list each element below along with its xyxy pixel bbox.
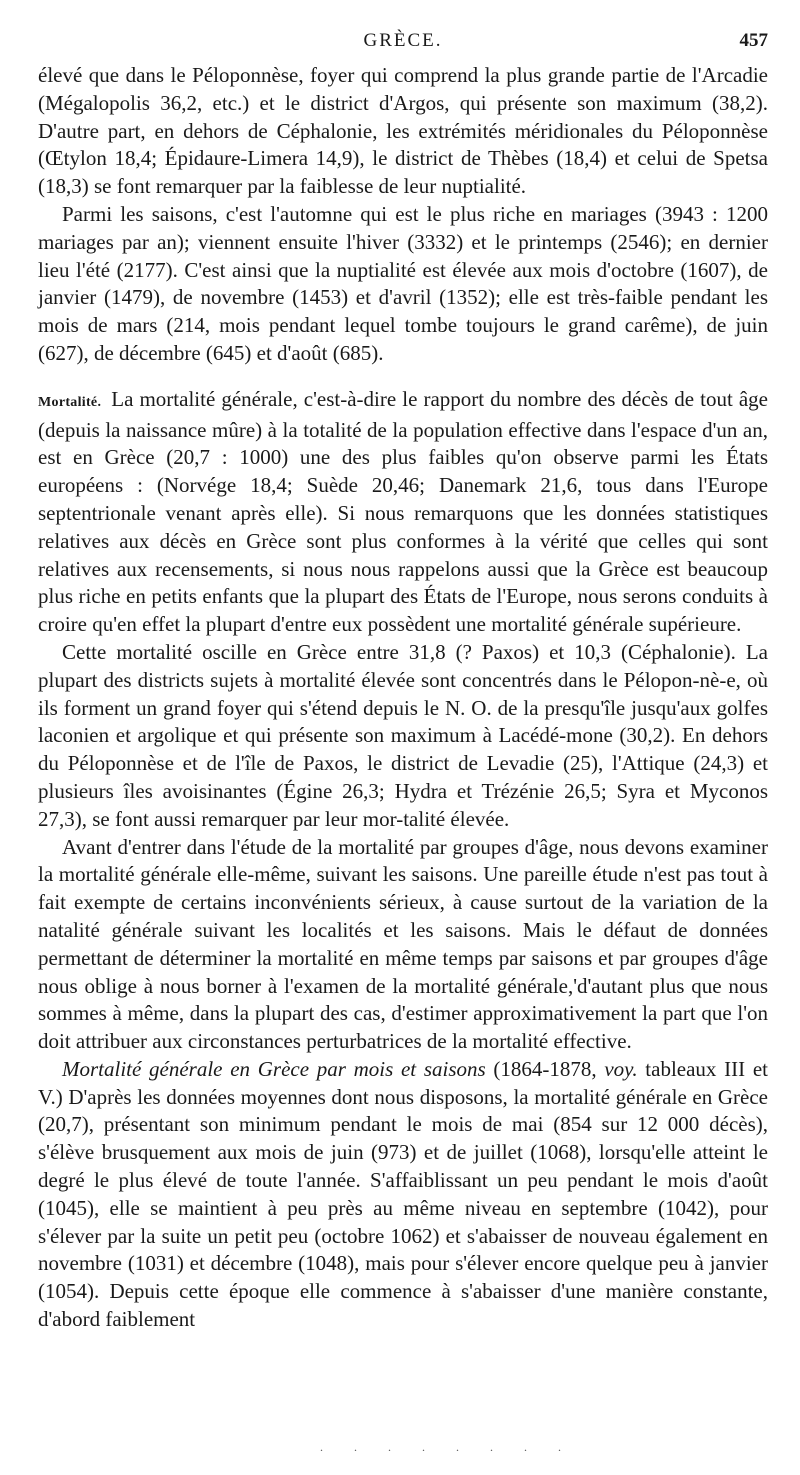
book-page (38, 30, 768, 1334)
section-heading-mortalite: Mortalité. (38, 394, 102, 410)
paragraph-monthly-text-a: (1864-1878, (485, 1056, 605, 1081)
paragraph-mortality-text: La mortalité générale, c'est-à-dire le rapport du nombre des décès de tout âge (depuis la naissance mûre) à la totalité de la population effective dans l'espace d'un an, est en Grèce (20,7 : 1000) une des plus faibles qu'on observe parmi les États européens : (Norvége 18,4; Suède 20,46; Danemark 21,6, tous dans l'Europe septentrionale venant après elle). Si nous remarquons que les données statistiques relatives aux décès en Grèce sont plus conformes à la vérité que celles qui sont relatives aux recensements, si nous nous rappelons aussi que la Grèce est beaucoup plus riche en petits enfants que la plupart des États de l'Europe, nous serons conduits à croire qu'en effet la plupart d'entre eux possèdent une mortalité générale supérieure. (38, 386, 768, 637)
footer-scan-marks: . . . . . . . . (320, 1440, 575, 1454)
running-title: GRÈCE. (363, 30, 443, 51)
page-number: 457 (739, 30, 768, 51)
body-text (38, 62, 768, 1334)
paragraph-nuptiality-regions: élevé que dans le Péloponnèse, foyer qui comprend la plus grande partie de l'Arcadie (Mégalopolis 36,2, etc.) et le district d'Argos, qui présente son maximum (38,2). D'autre part, en dehors de Céphalonie, les extrémités méridionales du Péloponnèse (Œtylon 18,4; Épidaure-Limera 14,9), le district de Thèbes (18,4) et celui de Spetsa (18,3) se font remarquer par la faiblesse de leur nuptialité. (38, 63, 768, 199)
paragraph-mortality-districts: Cette mortalité oscille en Grèce entre 31,8 (? Paxos) et 10,3 (Céphalonie). La plupart des districts sujets à mortalité élevée sont concentrés dans le Pélopon-nè-e, où ils forment un grand foyer qui s'étend depuis le N. O. de la presqu'île jusqu'aux golfes laconien et argolique et qui présente son maximum à Lacédé-mone (30,2). En dehors du Péloponnèse et de l'île de Paxos, le district de Levadie (25), l'Attique (24,3) et plusieurs îles avoisinantes (Égine 26,3; Hydra et Trézénie 26,5; Syra et Myconos 27,3), se font aussi remarquer par leur mor-talité élevée. (38, 639, 768, 831)
paragraph-monthly-text-b: tableaux III et V.) D'après les données moyennes dont nous disposons, la mortalité générale en Grèce (20,7), présentant son minimum pendant le mois de mai (854 sur 12 000 décès), s'élève brusquement aux mois de juin (973) et de juillet (1068), lorsqu'elle atteint le degré le plus élevé de toute l'année. S'affaiblissant un peu pendant le mois d'août (1045), elle se maintient à peu près au même niveau en septembre (1042), pour s'élever par la suite un petit peu (octobre 1062) et s'abaisser de nouveau également en novembre (1031) et décembre (1048), mais pour s'élever encore quelque peu à janvier (1054). Depuis cette époque elle commence à s'abaisser d'une manière constante, d'abord faiblement (38, 1056, 768, 1332)
paragraph-nuptiality-seasons: Parmi les saisons, c'est l'automne qui est le plus riche en mariages (3943 : 1200 mariages par an); viennent ensuite l'hiver (3332) et le printemps (2546); en dernier lieu l'été (2177). C'est ainsi que la nuptialité est élevée aux mois d'octobre (1607), de janvier (1479), de novembre (1453) et d'avril (1352); elle est très-faible pendant les mois de mars (214, mois pendant lequel tombe toujours le grand carême), de juin (627), de décembre (645) et d'août (685). (38, 201, 768, 365)
voy-abbreviation: voy. (604, 1056, 638, 1081)
paragraph-mortality-intro (38, 386, 768, 639)
paragraph-mortality-seasons: Avant d'entrer dans l'étude de la mortalité par groupes d'âge, nous devons examiner la mortalité générale elle-même, suivant les saisons. Une pareille étude n'est pas tout à fait exempte de certains inconvénients sérieux, à cause surtout de la variation de la natalité générale suivant les localités et les saisons. Mais le défaut de données permettant de déterminer la mortalité en même temps par saisons et par groupes d'âge nous oblige à nous borner à l'examen de la mortalité générale,'d'autant plus que nous sommes à même, dans la plupart des cas, d'estimer approximativement la part que l'on doit attribuer aux circonstances perturbatrices de la mortalité effective. (38, 834, 768, 1054)
paragraph-mortality-monthly (38, 1056, 768, 1334)
subheading-mortalite-mois-saisons: Mortalité générale en Grèce par mois et saisons (62, 1056, 486, 1081)
page-header (38, 30, 768, 58)
